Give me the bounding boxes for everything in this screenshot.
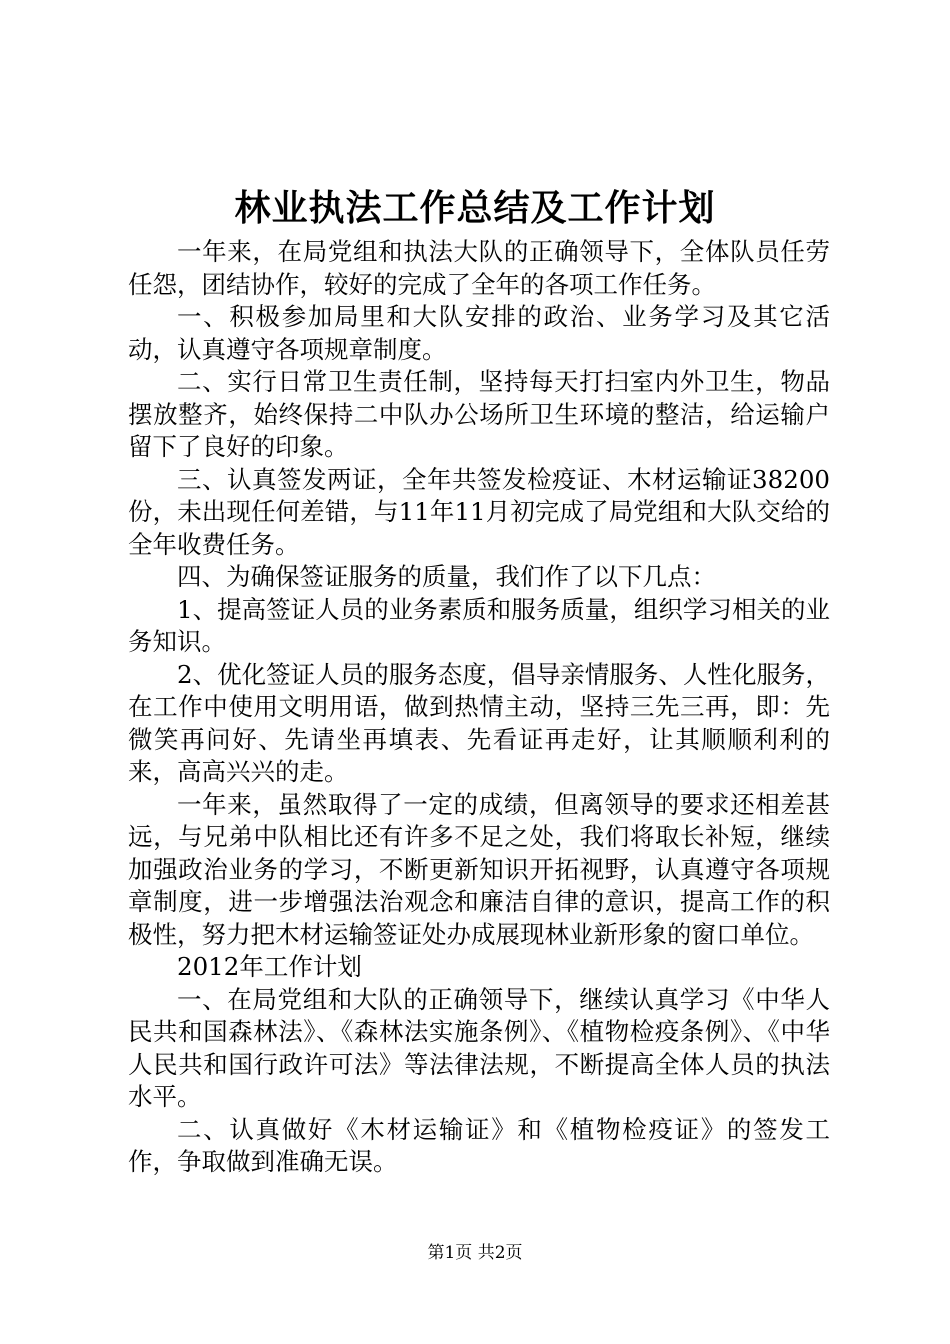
paragraph-item-3: 三、认真签发两证，全年共签发检疫证、木材运输证38200份，未出现任何差错，与11年11月初完成了局党组和大队交给的全年收费任务。 <box>128 464 830 559</box>
paragraph-plan-2: 二、认真做好《木材运输证》和《植物检疫证》的签发工作，争取做到准确无误。 <box>128 1114 830 1176</box>
paragraph-item-1: 一、积极参加局里和大队安排的政治、业务学习及其它活动，认真遵守各项规章制度。 <box>128 302 830 364</box>
document-body <box>128 236 830 1179</box>
paragraph-item-4: 四、为确保签证服务的质量，我们作了以下几点： <box>177 562 716 591</box>
page-number-footer: 第1页 共2页 <box>427 1243 523 1263</box>
paragraph-summary: 一年来，虽然取得了一定的成绩，但离领导的要求还相差甚远，与兄弟中队相比还有许多不足之处，我们将取长补短，继续加强政治业务的学习，不断更新知识开拓视野，认真遵守各项规章制度，进一步增强法治观念和廉洁自律的意识，提高工作的积极性，努力把木材运输签证处办成展现林业新形象的窗口单位。 <box>128 789 830 949</box>
paragraph-intro: 一年来，在局党组和执法大队的正确领导下，全体队员任劳任怨，团结协作，较好的完成了全年的各项工作任务。 <box>128 237 830 299</box>
paragraph-subitem-2: 2、优化签证人员的服务态度，倡导亲情服务、人性化服务，在工作中使用文明用语，做到热情主动，坚持三先三再，即：先微笑再问好、先请坐再填表、先看证再走好，让其顺顺利利的来，高高兴兴的走。 <box>128 659 830 786</box>
paragraph-subitem-1: 1、提高签证人员的业务素质和服务质量，组织学习相关的业务知识。 <box>128 594 830 656</box>
section-heading-plan: 2012年工作计划 <box>177 952 362 981</box>
paragraph-item-2: 二、实行日常卫生责任制，坚持每天打扫室内外卫生，物品摆放整齐，始终保持二中队办公场所卫生环境的整洁，给运输户留下了良好的印象。 <box>128 367 830 461</box>
paragraph-plan-1: 一、在局党组和大队的正确领导下，继续认真学习《中华人民共和国森林法》、《森林法实施条例》、《植物检疫条例》、《中华人民共和国行政许可法》等法律法规，不断提高全体人员的执法水平。 <box>128 984 830 1111</box>
document-title: 林业执法工作总结及工作计划 <box>234 187 716 229</box>
